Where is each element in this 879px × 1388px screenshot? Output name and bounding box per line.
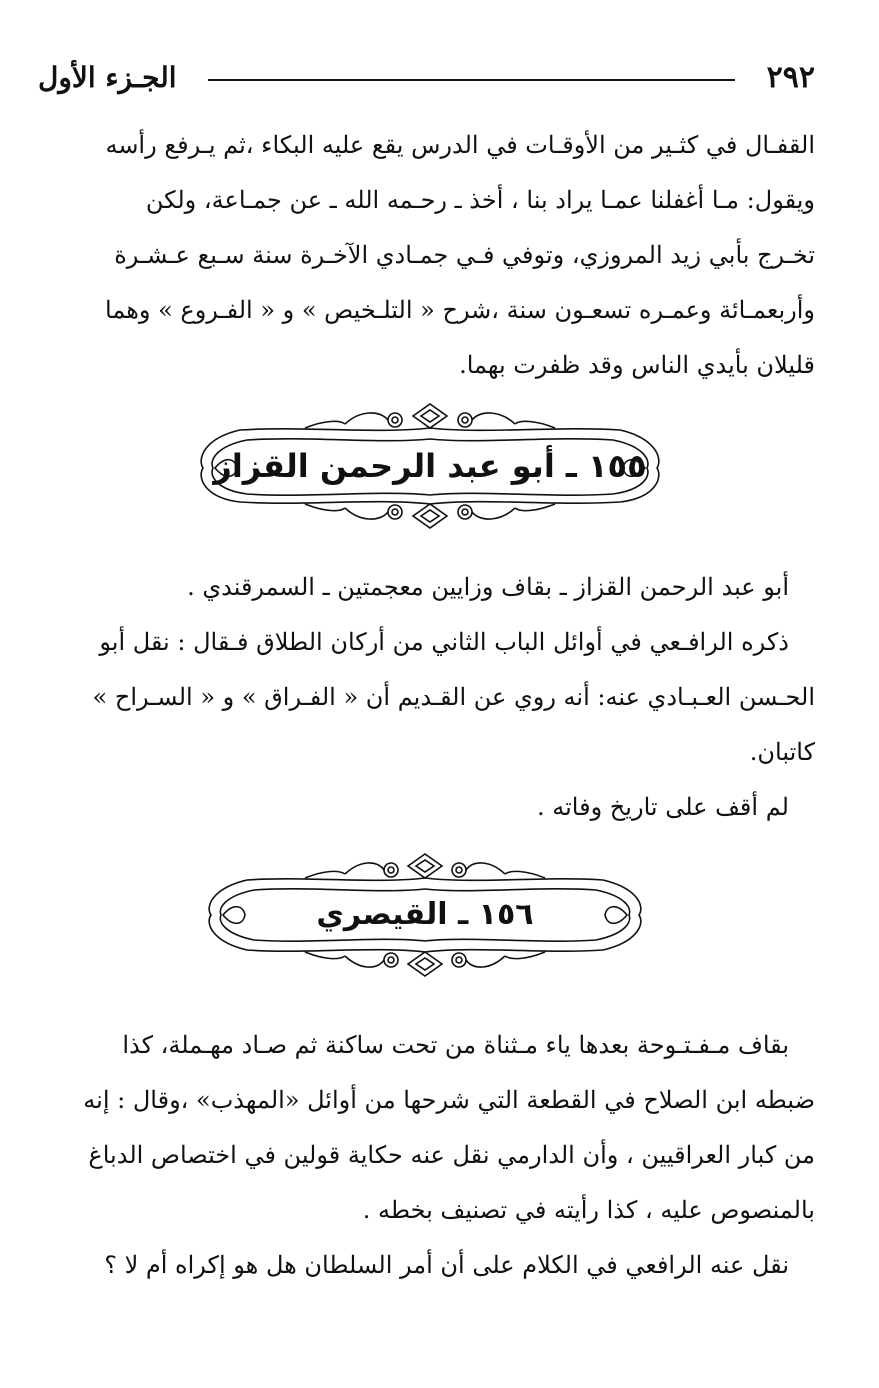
ornamental-heading-frame-156	[205, 850, 645, 980]
continued-biography	[40, 118, 815, 393]
text-line: أبو عبد الرحمن القزاز ـ بقاف وزايين معجمتين ـ السمرقندي .	[187, 573, 789, 601]
running-title: الجـزء الأول	[38, 61, 177, 94]
text-line: الحـسن العـبـادي عنه: أنه روي عن القـديم أن « الفـراق » و « السـراح »	[92, 683, 815, 711]
text-line: قليلان بأيدي الناس وقد ظفرت بهما.	[459, 351, 815, 379]
ornamental-heading-frame-155	[195, 398, 665, 533]
text-line: بقاف مـفـتـوحة بعدها ياء مـثناة من تحت ساكنة ثم صـاد مهـملة، كذا	[122, 1031, 789, 1059]
entry-156-body	[40, 1018, 815, 1293]
text-line: وأربعمـائة وعمـره تسعـون سنة ،شرح « التلـخيص » و « الفـروع » وهما	[105, 296, 815, 324]
entry-title-156: ١٥٦ ـ القيصري	[316, 897, 534, 932]
text-line: القفـال في كثـير من الأوقـات في الدرس يقع عليه البكاء ،ثم يـرفع رأسه	[105, 131, 815, 159]
entry-title-155: ١٥٥ ـ أبو عبد الرحمن القزاز	[213, 447, 647, 485]
text-line: ويقول: مـا أغفلنا عمـا يراد بنا ، أخذ ـ رحـمه الله ـ عن جمـاعة، ولكن	[145, 186, 815, 214]
text-line: تخـرج بأبي زيد المروزي، وتوفي فـي جمـادي الآخـرة سنة سـبع عـشـرة	[114, 241, 815, 269]
text-line: بالمنصوص عليه ، كذا رأيته في تصنيف بخطه .	[362, 1196, 815, 1224]
header-rule	[208, 79, 735, 81]
page-number: ٢٩٢	[766, 60, 815, 95]
text-line: لم أقف على تاريخ وفاته .	[537, 793, 789, 821]
page-header	[38, 58, 815, 102]
text-line: نقل عنه الرافعي في الكلام على أن أمر السلطان هل هو إكراه أم لا ؟	[104, 1251, 789, 1279]
entry-155-body	[40, 560, 815, 835]
text-line: كاتبان.	[749, 738, 815, 766]
text-line: من كبار العراقيين ، وأن الدارمي نقل عنه حكاية قولين في اختصاص الدباغ	[88, 1141, 815, 1169]
text-line: ضبطه ابن الصلاح في القطعة التي شرحها من أوائل «المهذب» ،وقال : إنه	[83, 1086, 815, 1114]
text-line: ذكره الرافـعي في أوائل الباب الثاني من أركان الطلاق فـقال : نقل أبو	[99, 628, 789, 656]
